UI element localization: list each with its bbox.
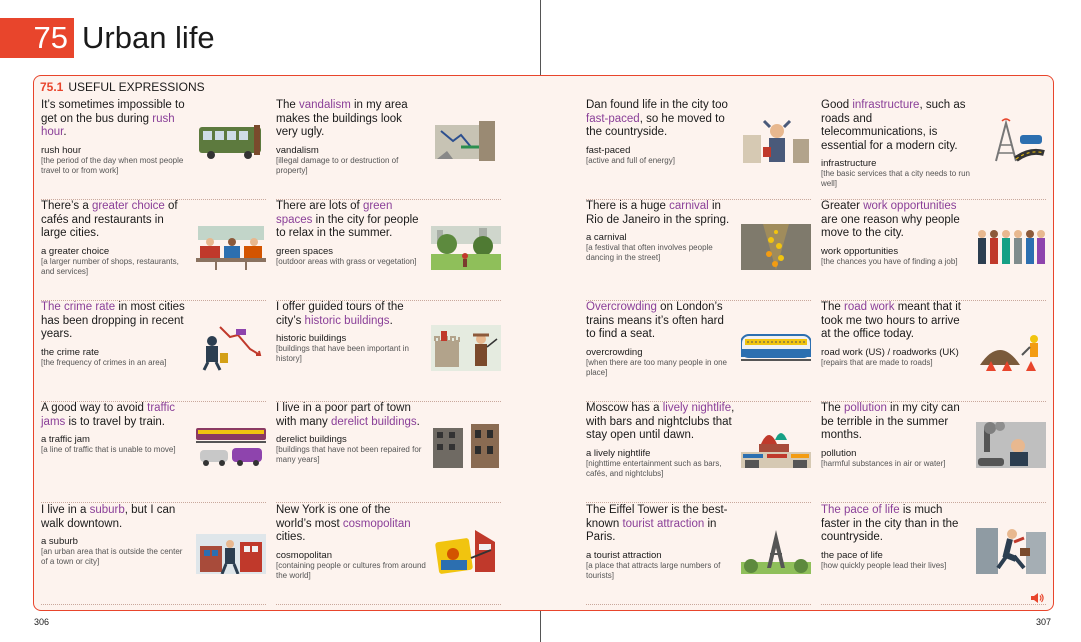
highlighted-expression: suburb	[89, 504, 125, 516]
sentence-text: A good way to avoid	[41, 402, 148, 414]
infrastructure-icon	[976, 117, 1046, 163]
expression-card	[276, 402, 501, 503]
vocabulary-term: rush hour	[41, 144, 82, 156]
sentence-text: in my area makes the buildings look very ugly.	[276, 99, 408, 138]
expression-card	[276, 504, 501, 605]
expression-card	[586, 402, 811, 503]
sentence-text: are one reason why people move to the city.	[821, 213, 960, 239]
sentence-text: , but I can walk downtown.	[41, 504, 176, 530]
roadwork-icon	[976, 325, 1046, 371]
vocabulary-term: derelict buildings	[276, 434, 347, 445]
vocabulary-term: pollution	[821, 447, 857, 459]
sentence-text: There is a huge	[586, 200, 670, 212]
sentence-text: .	[389, 314, 393, 327]
term-definition: [an urban area that is outside the center of a town or city]	[41, 547, 183, 566]
expression-card	[821, 301, 1046, 402]
expression-card	[41, 402, 266, 503]
example-sentence	[586, 200, 736, 227]
term-definition: [a festival that often involves people dancing in the street]	[586, 243, 713, 262]
workers-icon	[976, 224, 1046, 270]
sentence-text: New York is one of the world’s most	[276, 504, 391, 530]
sentence-text: meant that it took me two hours to arrive at the office today.	[821, 301, 961, 340]
term-definition: [repairs that are made to roads]	[821, 357, 933, 367]
sentence-text: I live in a	[41, 504, 90, 516]
sentence-text: , with bars and nightclubs that stay open until dawn.	[586, 402, 735, 441]
sentence-text: .	[416, 415, 420, 428]
vocabulary-term: a lively nightlife	[586, 447, 651, 459]
highlighted-expression: infrastructure	[852, 99, 920, 111]
expression-card	[586, 200, 811, 301]
term-definition: [buildings that have not been repaired for many years]	[276, 445, 422, 464]
vocabulary-term: the crime rate	[41, 346, 100, 358]
sentence-text: It’s sometimes impossible to get on the bus during	[41, 99, 185, 125]
suburb-icon	[196, 528, 266, 574]
cosmopolitan-icon	[431, 528, 501, 574]
section-heading	[40, 80, 205, 94]
vocabulary-term: infrastructure	[821, 158, 877, 169]
sentence-text: , so he moved to the countryside.	[586, 112, 725, 138]
castle-guide-icon	[431, 325, 501, 371]
expression-card	[41, 504, 266, 605]
highlighted-expression: derelict buildings	[330, 415, 417, 428]
page-number-right: 307	[1036, 617, 1052, 627]
vocabulary-term: overcrowding	[586, 346, 643, 358]
term-definition: [buildings that have been important in history]	[276, 344, 409, 363]
term-definition: [when there are too many people in one place]	[586, 357, 727, 377]
highlighted-expression: vandalism	[299, 99, 351, 111]
sentence-text: The	[276, 99, 300, 111]
highlighted-expression: road work	[844, 301, 895, 313]
highlighted-expression: work opportunities	[863, 200, 957, 212]
vocabulary-term: the pace of life	[821, 549, 883, 561]
term-definition: [a larger number of shops, restaurants, and services]	[41, 256, 179, 276]
expression-card	[41, 301, 266, 402]
running-businessman-icon	[976, 528, 1046, 574]
term-definition: [illegal damage to or destruction of property]	[276, 155, 399, 175]
sentence-text: of cafés and restaurants in large cities.	[41, 200, 178, 239]
term-definition: [the frequency of crimes in an area]	[41, 357, 167, 367]
expression-card	[821, 504, 1046, 605]
expression-card	[276, 200, 501, 301]
bus-icon	[196, 117, 266, 163]
expression-card	[586, 504, 811, 605]
page-number-left: 306	[34, 617, 50, 627]
sentence-text: There’s a	[41, 200, 92, 212]
term-definition: [the chances you have of finding a job]	[821, 256, 958, 266]
vandalism-icon	[431, 117, 501, 163]
vocabulary-term: road work (US) / roadworks (UK)	[821, 346, 959, 358]
example-sentence	[276, 99, 426, 140]
expression-card	[276, 301, 501, 402]
sentence-text: in Rio de Janeiro in the spring.	[586, 200, 730, 226]
vocabulary-term: historic buildings	[276, 333, 347, 344]
vocabulary-term: a suburb	[41, 536, 78, 547]
example-sentence	[586, 504, 736, 545]
highlighted-expression: traffic jams	[41, 402, 176, 428]
highlighted-expression: rush hour	[41, 112, 175, 138]
example-sentence	[586, 402, 736, 443]
expression-card	[41, 200, 266, 301]
example-sentence	[276, 301, 426, 328]
example-sentence	[41, 301, 191, 342]
audio-speaker-icon[interactable]	[1030, 592, 1044, 604]
example-sentence	[821, 504, 971, 545]
term-definition: [the period of the day when most people travel to or from work]	[41, 155, 184, 175]
sentence-text: in my city can be terrible in the summer months.	[821, 402, 960, 441]
vocabulary-term: a tourist attraction	[586, 549, 662, 561]
term-definition: [outdoor areas with grass or vegetation]	[276, 256, 417, 266]
example-sentence	[586, 301, 736, 342]
term-definition: [how quickly people lead their lives]	[821, 560, 947, 570]
pollution-icon	[976, 422, 1046, 468]
highlighted-expression: cosmopolitan	[342, 517, 411, 530]
example-sentence	[41, 402, 191, 429]
sentence-text: The Eiffel Tower is the best-known	[586, 504, 728, 530]
highlighted-expression: fast-paced	[586, 112, 640, 125]
example-sentence	[821, 402, 971, 443]
sentence-text: Dan found life in the city too	[586, 99, 728, 111]
example-sentence	[41, 504, 191, 531]
highlighted-expression: lively nightlife	[662, 402, 732, 414]
highlighted-expression: The pace of life	[821, 504, 900, 516]
example-sentence	[41, 99, 191, 140]
traffic-jam-icon	[196, 422, 266, 468]
example-sentence	[276, 504, 426, 545]
term-definition: [active and full of energy]	[586, 155, 675, 165]
expression-card	[821, 99, 1046, 200]
term-definition: [nighttime entertainment such as bars, cafés, and nightclubs]	[586, 458, 722, 478]
expression-card	[821, 200, 1046, 301]
example-sentence	[41, 200, 191, 241]
vocabulary-term: work opportunities	[821, 245, 899, 257]
sentence-text: Moscow has a	[586, 402, 663, 414]
sentence-text: in most cities has been dropping in recent years.	[41, 301, 185, 340]
sentence-text: Greater	[821, 200, 864, 212]
sentence-text: in the city for people to relax in the summer.	[276, 213, 419, 239]
sentence-text: .	[63, 126, 67, 138]
term-definition: [a line of traffic that is unable to move]	[41, 445, 176, 454]
highlighted-expression: carnival	[669, 200, 709, 212]
derelict-building-icon	[431, 422, 501, 468]
highlighted-expression: green spaces	[276, 200, 393, 226]
term-definition: [harmful substances in air or water]	[821, 458, 946, 468]
stressed-man-icon	[741, 117, 811, 163]
sentence-text: The	[821, 301, 845, 313]
expression-card	[586, 99, 811, 200]
sentence-text: I live in a poor part of town with many	[276, 402, 411, 428]
sentence-text: is much faster in the city than in the countryside.	[821, 504, 959, 543]
example-sentence	[276, 200, 426, 241]
park-icon	[431, 224, 501, 270]
example-sentence	[821, 99, 971, 153]
sentence-text: Good	[821, 99, 853, 111]
train-icon	[741, 325, 811, 371]
section-title: USEFUL EXPRESSIONS	[68, 80, 205, 94]
cafe-icon	[196, 224, 266, 270]
example-sentence	[586, 99, 736, 140]
term-definition: [a place that attracts large numbers of tourists]	[586, 560, 721, 580]
expression-card	[821, 402, 1046, 503]
thief-icon	[196, 325, 266, 371]
vocabulary-term: fast-paced	[586, 144, 631, 156]
sentence-text: cities.	[276, 531, 306, 543]
example-sentence	[821, 301, 971, 342]
highlighted-expression: Overcrowding	[586, 301, 657, 313]
unit-number: 75	[0, 18, 74, 58]
term-definition: [the basic services that a city needs to run well]	[821, 169, 970, 188]
highlighted-expression: historic buildings	[304, 314, 390, 327]
highlighted-expression: pollution	[844, 402, 887, 414]
eiffel-tower-icon	[741, 528, 811, 574]
vocabulary-term: a greater choice	[41, 245, 110, 257]
carnival-icon	[741, 224, 811, 270]
sentence-text: There are lots of	[276, 200, 363, 212]
unit-title: Urban life	[82, 20, 215, 55]
vocabulary-term: vandalism	[276, 144, 319, 156]
vocabulary-term: green spaces	[276, 245, 334, 257]
vocabulary-term: a carnival	[586, 232, 627, 243]
sentence-text: is to travel by train.	[65, 415, 165, 428]
example-sentence	[821, 200, 971, 241]
highlighted-expression: greater choice	[91, 200, 165, 212]
vocabulary-term: a traffic jam	[41, 434, 90, 445]
sentence-text: on London’s trains means it’s often hard to find a seat.	[586, 301, 724, 340]
section-number: 75.1	[40, 80, 64, 94]
example-sentence	[276, 402, 426, 429]
highlighted-expression: The crime rate	[41, 301, 116, 313]
term-definition: [containing people or cultures from around the world]	[276, 560, 426, 580]
expression-card	[586, 301, 811, 402]
sentence-text: in Paris.	[586, 517, 717, 543]
highlighted-expression: tourist attraction	[622, 517, 705, 530]
nightlife-icon	[741, 422, 811, 468]
expression-card	[41, 99, 266, 200]
expression-card	[276, 99, 501, 200]
vocabulary-term: cosmopolitan	[276, 549, 332, 561]
sentence-text: The	[821, 402, 845, 414]
sentence-text: I offer guided tours of the city’s	[276, 301, 404, 327]
sentence-text: , such as roads and telecommunications, is essential for a modern city.	[821, 99, 966, 152]
